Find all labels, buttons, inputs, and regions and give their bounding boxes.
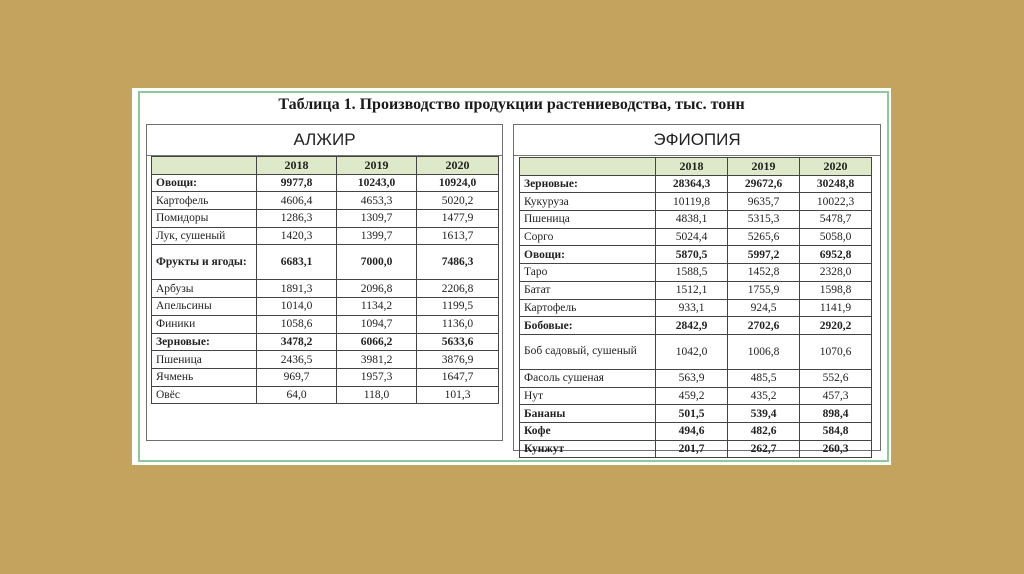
- year-header: 2020: [417, 157, 499, 175]
- table-row: [520, 246, 872, 264]
- value-cell: 10243,0: [337, 174, 417, 192]
- table-row: [520, 440, 872, 458]
- table-row: [152, 192, 499, 210]
- corner-cell: [152, 157, 257, 175]
- table-row: [520, 405, 872, 423]
- table-row: [520, 387, 872, 405]
- row-label: Бобовые:: [520, 317, 656, 335]
- value-cell: 1477,9: [417, 210, 499, 228]
- row-label: Помидоры: [152, 210, 257, 228]
- row-label: Овощи:: [520, 246, 656, 264]
- algeria-panel: [146, 124, 503, 441]
- value-cell: 1420,3: [257, 227, 337, 245]
- row-label: Ячмень: [152, 368, 257, 386]
- value-cell: 5870,5: [656, 246, 728, 264]
- row-label: Картофель: [152, 192, 257, 210]
- table-row: [520, 193, 872, 211]
- ethiopia-panel: [513, 124, 881, 455]
- value-cell: 1136,0: [417, 315, 499, 333]
- row-label: Фасоль сушеная: [520, 369, 656, 387]
- value-cell: 501,5: [656, 405, 728, 423]
- table-row: [520, 264, 872, 282]
- value-cell: 584,8: [800, 422, 872, 440]
- value-cell: 1755,9: [728, 281, 800, 299]
- table-row: [152, 210, 499, 228]
- value-cell: 29672,6: [728, 175, 800, 193]
- value-cell: 563,9: [656, 369, 728, 387]
- value-cell: 459,2: [656, 387, 728, 405]
- row-label: Кофе: [520, 422, 656, 440]
- table-row: [520, 211, 872, 229]
- value-cell: 260,3: [800, 440, 872, 458]
- table-row: [152, 315, 499, 333]
- value-cell: 1613,7: [417, 227, 499, 245]
- value-cell: 6952,8: [800, 246, 872, 264]
- table-row: [520, 369, 872, 387]
- value-cell: 1094,7: [337, 315, 417, 333]
- row-label: Овощи:: [152, 174, 257, 192]
- row-label: Картофель: [520, 299, 656, 317]
- value-cell: 3981,2: [337, 351, 417, 369]
- row-label: Сорго: [520, 228, 656, 246]
- value-cell: 1199,5: [417, 298, 499, 316]
- table-row: [152, 351, 499, 369]
- ethiopia-table-body: [520, 175, 872, 458]
- row-label: Таро: [520, 264, 656, 282]
- value-cell: 924,5: [728, 299, 800, 317]
- value-cell: 1512,1: [656, 281, 728, 299]
- value-cell: 1006,8: [728, 334, 800, 369]
- table-row: [152, 368, 499, 386]
- value-cell: 1598,8: [800, 281, 872, 299]
- row-label: Лук, сушеный: [152, 227, 257, 245]
- value-cell: 1042,0: [656, 334, 728, 369]
- value-cell: 5997,2: [728, 246, 800, 264]
- row-label: Боб садовый, сушеный: [520, 334, 656, 369]
- value-cell: 2328,0: [800, 264, 872, 282]
- table-row: [520, 281, 872, 299]
- value-cell: 494,6: [656, 422, 728, 440]
- value-cell: 1070,6: [800, 334, 872, 369]
- table-row: [520, 334, 872, 369]
- value-cell: 1588,5: [656, 264, 728, 282]
- value-cell: 262,7: [728, 440, 800, 458]
- table-header-row: [520, 158, 872, 176]
- value-cell: 101,3: [417, 386, 499, 404]
- value-cell: 435,2: [728, 387, 800, 405]
- table-row: [520, 175, 872, 193]
- table-row: [152, 174, 499, 192]
- row-label: Овёс: [152, 386, 257, 404]
- row-label: Бананы: [520, 405, 656, 423]
- value-cell: 4653,3: [337, 192, 417, 210]
- table-row: [152, 386, 499, 404]
- row-label: Зерновые:: [520, 175, 656, 193]
- table-row: [520, 299, 872, 317]
- value-cell: 1309,7: [337, 210, 417, 228]
- ethiopia-heading: ЭФИОПИЯ: [514, 125, 880, 156]
- value-cell: 28364,3: [656, 175, 728, 193]
- value-cell: 5024,4: [656, 228, 728, 246]
- row-label: Пшеница: [152, 351, 257, 369]
- value-cell: 1134,2: [337, 298, 417, 316]
- algeria-heading: АЛЖИР: [147, 125, 502, 156]
- value-cell: 1141,9: [800, 299, 872, 317]
- value-cell: 3876,9: [417, 351, 499, 369]
- value-cell: 201,7: [656, 440, 728, 458]
- value-cell: 6066,2: [337, 333, 417, 351]
- slide: [132, 88, 891, 465]
- row-label: Кукуруза: [520, 193, 656, 211]
- value-cell: 5633,6: [417, 333, 499, 351]
- value-cell: 969,7: [257, 368, 337, 386]
- value-cell: 482,6: [728, 422, 800, 440]
- row-label: Финики: [152, 315, 257, 333]
- row-label: Зерновые:: [152, 333, 257, 351]
- value-cell: 64,0: [257, 386, 337, 404]
- value-cell: 1647,7: [417, 368, 499, 386]
- value-cell: 4838,1: [656, 211, 728, 229]
- table-title: Таблица 1. Производство продукции растениеводства, тыс. тонн: [278, 96, 745, 113]
- value-cell: 1014,0: [257, 298, 337, 316]
- value-cell: 539,4: [728, 405, 800, 423]
- value-cell: 5478,7: [800, 211, 872, 229]
- algeria-table: [151, 156, 499, 404]
- table-row: [152, 245, 499, 280]
- value-cell: 1286,3: [257, 210, 337, 228]
- value-cell: 1957,3: [337, 368, 417, 386]
- value-cell: 118,0: [337, 386, 417, 404]
- row-label: Батат: [520, 281, 656, 299]
- value-cell: 5058,0: [800, 228, 872, 246]
- row-label: Арбузы: [152, 280, 257, 298]
- table-row: [152, 280, 499, 298]
- table-row: [520, 228, 872, 246]
- value-cell: 457,3: [800, 387, 872, 405]
- year-header: 2018: [257, 157, 337, 175]
- value-cell: 7000,0: [337, 245, 417, 280]
- row-label: Апельсины: [152, 298, 257, 316]
- value-cell: 1399,7: [337, 227, 417, 245]
- value-cell: 485,5: [728, 369, 800, 387]
- year-header: 2020: [800, 158, 872, 176]
- table-row: [152, 298, 499, 316]
- value-cell: 4606,4: [257, 192, 337, 210]
- row-label: Фрукты и ягоды:: [152, 245, 257, 280]
- table-row: [520, 317, 872, 335]
- value-cell: 30248,8: [800, 175, 872, 193]
- value-cell: 2206,8: [417, 280, 499, 298]
- row-label: Нут: [520, 387, 656, 405]
- algeria-table-body: [152, 174, 499, 404]
- value-cell: 9635,7: [728, 193, 800, 211]
- value-cell: 2096,8: [337, 280, 417, 298]
- corner-cell: [520, 158, 656, 176]
- value-cell: 1058,6: [257, 315, 337, 333]
- table-row: [152, 333, 499, 351]
- value-cell: 933,1: [656, 299, 728, 317]
- value-cell: 552,6: [800, 369, 872, 387]
- value-cell: 5020,2: [417, 192, 499, 210]
- value-cell: 1891,3: [257, 280, 337, 298]
- value-cell: 7486,3: [417, 245, 499, 280]
- year-header: 2019: [728, 158, 800, 176]
- value-cell: 898,4: [800, 405, 872, 423]
- value-cell: 9977,8: [257, 174, 337, 192]
- value-cell: 6683,1: [257, 245, 337, 280]
- ethiopia-table: [519, 157, 872, 458]
- year-header: 2019: [337, 157, 417, 175]
- value-cell: 10022,3: [800, 193, 872, 211]
- value-cell: 5265,6: [728, 228, 800, 246]
- year-header: 2018: [656, 158, 728, 176]
- value-cell: 2842,9: [656, 317, 728, 335]
- table-header-row: [152, 157, 499, 175]
- value-cell: 10119,8: [656, 193, 728, 211]
- row-label: Кунжут: [520, 440, 656, 458]
- value-cell: 5315,3: [728, 211, 800, 229]
- value-cell: 2702,6: [728, 317, 800, 335]
- value-cell: 3478,2: [257, 333, 337, 351]
- value-cell: 2436,5: [257, 351, 337, 369]
- table-row: [520, 422, 872, 440]
- value-cell: 2920,2: [800, 317, 872, 335]
- value-cell: 1452,8: [728, 264, 800, 282]
- row-label: Пшеница: [520, 211, 656, 229]
- table-row: [152, 227, 499, 245]
- value-cell: 10924,0: [417, 174, 499, 192]
